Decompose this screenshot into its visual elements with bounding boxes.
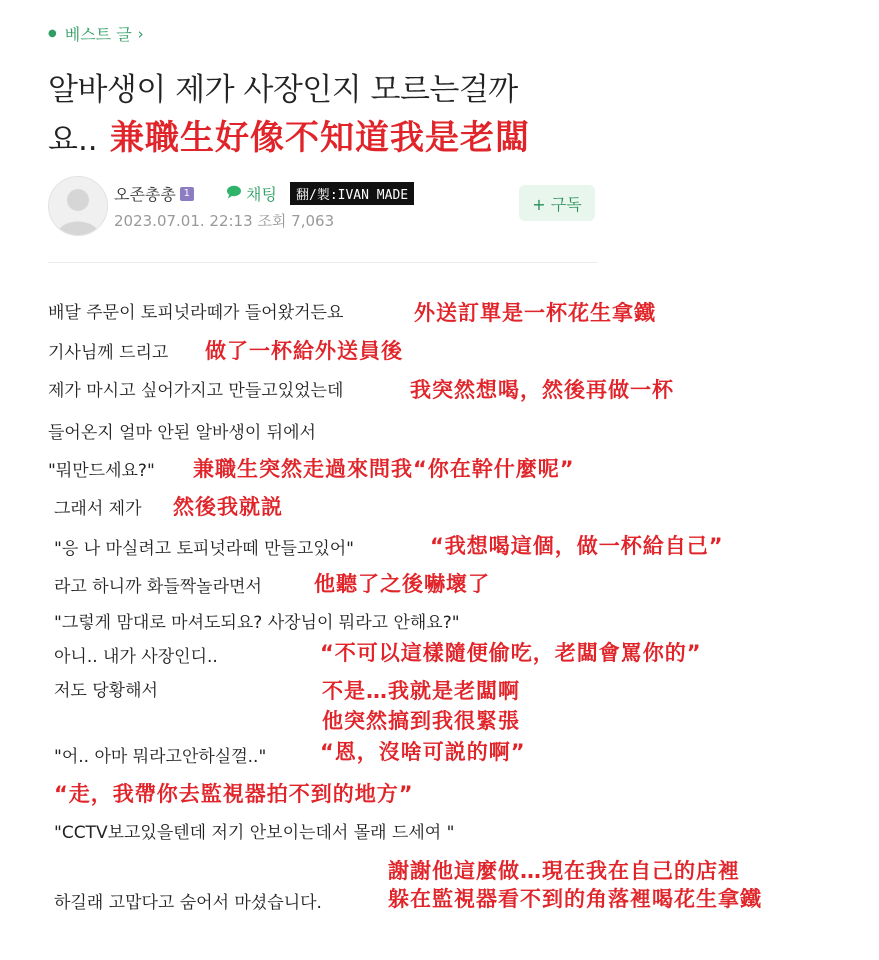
body-line-ko: 기사님께 드리고 bbox=[48, 343, 169, 363]
follow-button[interactable]: + 구독 bbox=[519, 185, 595, 221]
post-title-translation: 兼職生好像不知道我是老闆 bbox=[110, 118, 530, 158]
author-name-text: 오존총총 bbox=[114, 185, 176, 204]
body-line-ko: 배달 주문이 토피넛라떼가 들어왔거든요 bbox=[48, 303, 344, 323]
author-name[interactable] bbox=[114, 182, 194, 205]
post-views: 조회 7,063 bbox=[257, 212, 335, 230]
avatar[interactable] bbox=[48, 176, 108, 236]
body-line-ko: "뭐만드세요?" bbox=[48, 461, 155, 481]
body-line-translation: 兼職生突然走過來問我“你在幹什麼呢” bbox=[193, 457, 575, 481]
chat-bubble-icon bbox=[226, 185, 242, 203]
body-line-translation: 不是…我就是老闆啊 bbox=[322, 679, 520, 703]
chat-button[interactable] bbox=[226, 182, 277, 205]
body-line-ko: 아니.. 내가 사장인디.. bbox=[54, 647, 218, 667]
body-line-translation: 躲在監視器看不到的角落裡喝花生拿鐵 bbox=[388, 887, 762, 911]
body-line-translation: 做了一杯給外送員後 bbox=[205, 339, 403, 363]
post-date: 2023.07.01. 22:13 bbox=[114, 212, 253, 230]
body-line-translation: “我想喝這個，做一杯給自己” bbox=[430, 534, 724, 558]
default-avatar-icon bbox=[49, 177, 107, 235]
body-line-ko: "어.. 아마 뭐라고안하실껄.." bbox=[54, 747, 267, 767]
level-badge: 1 bbox=[180, 187, 194, 201]
breadcrumb-best-posts[interactable] bbox=[48, 22, 144, 45]
body-line-translation: 謝謝他這麼做…現在我在自己的店裡 bbox=[388, 859, 740, 883]
body-line-ko: "응 나 마실려고 토피넛라떼 만들고있어" bbox=[54, 539, 355, 559]
breadcrumb-label: 베스트 글 bbox=[64, 25, 132, 44]
body-line-ko: 들어온지 얼마 안된 알바생이 뒤에서 bbox=[48, 423, 316, 443]
post-title-line1: 알바생이 제가 사장인지 모르는걸까 bbox=[48, 72, 518, 108]
divider bbox=[48, 262, 598, 263]
chat-label: 채팅 bbox=[246, 185, 277, 204]
body-line-translation: 外送訂單是一杯花生拿鐵 bbox=[414, 301, 656, 325]
body-line-ko: 그래서 제가 bbox=[54, 499, 142, 519]
body-line-ko: "CCTV보고있을텐데 저기 안보이는데서 몰래 드세여 " bbox=[54, 823, 455, 843]
body-line-translation: 他聽了之後嚇壞了 bbox=[314, 572, 490, 596]
body-line-ko: 저도 당황해서 bbox=[54, 681, 158, 701]
body-line-ko: 라고 하니까 화들짝놀라면서 bbox=[54, 577, 262, 597]
body-line-translation: 然後我就説 bbox=[173, 495, 283, 519]
body-line-translation: “走，我帶你去監視器拍不到的地方” bbox=[54, 782, 414, 806]
bullet-dot-icon: ● bbox=[48, 28, 57, 39]
body-line-translation: 他突然搞到我很緊張 bbox=[322, 709, 520, 733]
body-line-ko: 제가 마시고 싶어가지고 만들고있었는데 bbox=[48, 381, 344, 401]
post-title-line2: 요.. bbox=[48, 122, 98, 158]
body-line-ko: 하길래 고맙다고 숨어서 마셨습니다. bbox=[54, 893, 322, 913]
body-line-translation: 我突然想喝，然後再做一杯 bbox=[410, 378, 674, 402]
body-line-translation: “不可以這樣隨便偷吃，老闆會罵你的” bbox=[320, 641, 702, 665]
body-line-ko: "그렇게 맘대로 마셔도되요? 사장님이 뭐라고 안해요?" bbox=[54, 613, 460, 633]
translator-credit: 翻/製:IVAN MADE bbox=[290, 182, 414, 205]
post-meta bbox=[114, 210, 334, 231]
chevron-right-icon: › bbox=[137, 24, 144, 43]
body-line-translation: “恩，沒啥可説的啊” bbox=[320, 740, 526, 764]
